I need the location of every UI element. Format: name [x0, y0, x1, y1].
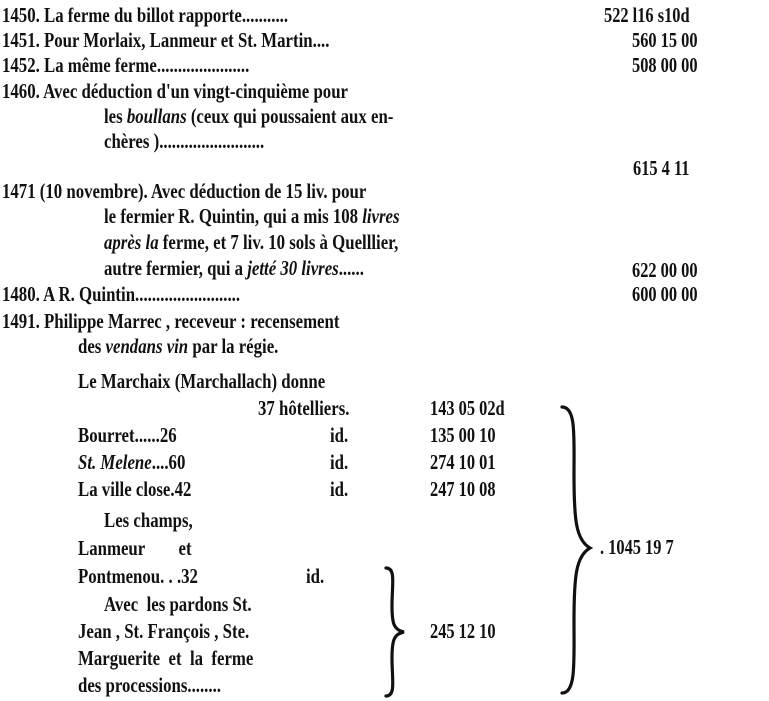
- entry-1491: [2, 309, 339, 333]
- row-amount: 247 10 08: [430, 477, 496, 501]
- entry-text: (10 novembre). Avec déduction de 15 liv. pour: [39, 179, 367, 203]
- entry-text-line: le fermier R. Quintin, qui a mis 108 livres: [104, 204, 400, 228]
- entry-amount: 522 l16 s10d: [604, 3, 690, 27]
- marchaix-total: . 1045 19 7: [600, 535, 674, 559]
- entry-amount: 560 15 00: [632, 28, 698, 52]
- entry-text: Pour Morlaix, Lanmeur et St. Martin: [44, 28, 313, 52]
- row-amount: 274 10 01: [430, 450, 496, 474]
- entry-amount: 622 00 00: [632, 258, 698, 282]
- entry-amount: 615 4 11: [633, 156, 690, 180]
- pardons-line: Avec les pardons St.: [104, 592, 252, 616]
- row-id: id.: [330, 450, 349, 474]
- dot-leader: ....: [312, 28, 330, 52]
- entry-year: 1491.: [2, 309, 40, 333]
- entry-text-line: autre fermier, qui a jetté 30 livres......: [104, 256, 364, 280]
- entry-text: Philippe Marrec , receveur : recensement: [44, 309, 340, 333]
- row-id: id.: [330, 477, 349, 501]
- entry-amount: 508 00 00: [632, 53, 698, 77]
- entry-1471: [2, 179, 366, 203]
- entry-text: La ferme du billot rapporte: [44, 3, 242, 27]
- champs-line: Lanmeur et: [78, 536, 192, 560]
- row-id: id.: [330, 423, 349, 447]
- entry-year: 1450.: [2, 3, 40, 27]
- entry-text: Avec déduction d'un vingt-cinquième pour: [43, 79, 348, 103]
- entry-year: 1480.: [2, 282, 40, 306]
- large-brace: [556, 405, 596, 695]
- dot-leader: .........................: [159, 129, 265, 153]
- total-amount: 1045 19 7: [608, 535, 674, 559]
- entry-1480: [2, 282, 240, 306]
- entry-1460: [2, 79, 348, 103]
- entry-text-line: après la ferme, et 7 liv. 10 sols à Quelllier,: [104, 230, 399, 254]
- pardons-line: des processions........: [78, 673, 221, 697]
- pardons-line: Marguerite et la ferme: [78, 646, 254, 670]
- marchaix-heading: Le Marchaix (Marchallach) donne: [78, 369, 326, 393]
- entry-year: 1460.: [2, 79, 40, 103]
- pardons-line: Jean , St. François , Ste.: [78, 619, 250, 643]
- marchaix-row-bourret: Bourret......26: [78, 423, 177, 447]
- entry-text-line: les boullans (ceux qui poussaient aux en-: [104, 104, 394, 128]
- entry-1452: [2, 53, 249, 77]
- entry-amount: 600 00 00: [632, 282, 698, 306]
- entry-year: 1471: [2, 179, 36, 203]
- champs-line: Les champs,: [104, 508, 193, 532]
- dot-leader: ......................: [156, 53, 250, 77]
- pardons-amount: 245 12 10: [430, 619, 496, 643]
- entry-text-line: chères ).........................: [104, 129, 265, 153]
- entry-1451: [2, 28, 329, 52]
- marchaix-first-amount: 143 05 02d: [430, 396, 505, 420]
- entry-text: La même ferme: [44, 53, 157, 77]
- entry-text: A R. Quintin: [43, 282, 136, 306]
- dot-leader: ...........: [241, 3, 289, 27]
- small-brace: [378, 566, 408, 698]
- row-id: id.: [306, 564, 325, 588]
- dot-leader: .........................: [135, 282, 241, 306]
- entry-year: 1452.: [2, 53, 40, 77]
- entry-year: 1451.: [2, 28, 40, 52]
- dot-leader: ......: [338, 256, 364, 280]
- entry-text-line: des vendans vin par la régie.: [78, 334, 279, 358]
- marchaix-row-st-melene: St. Melene....60: [78, 450, 186, 474]
- marchaix-first-label: 37 hôtelliers.: [258, 396, 350, 420]
- marchaix-row-ville-close: La ville close.42: [78, 477, 192, 501]
- champs-line: Pontmenou. . .32: [78, 564, 198, 588]
- entry-1450: [2, 3, 288, 27]
- row-amount: 135 00 10: [430, 423, 496, 447]
